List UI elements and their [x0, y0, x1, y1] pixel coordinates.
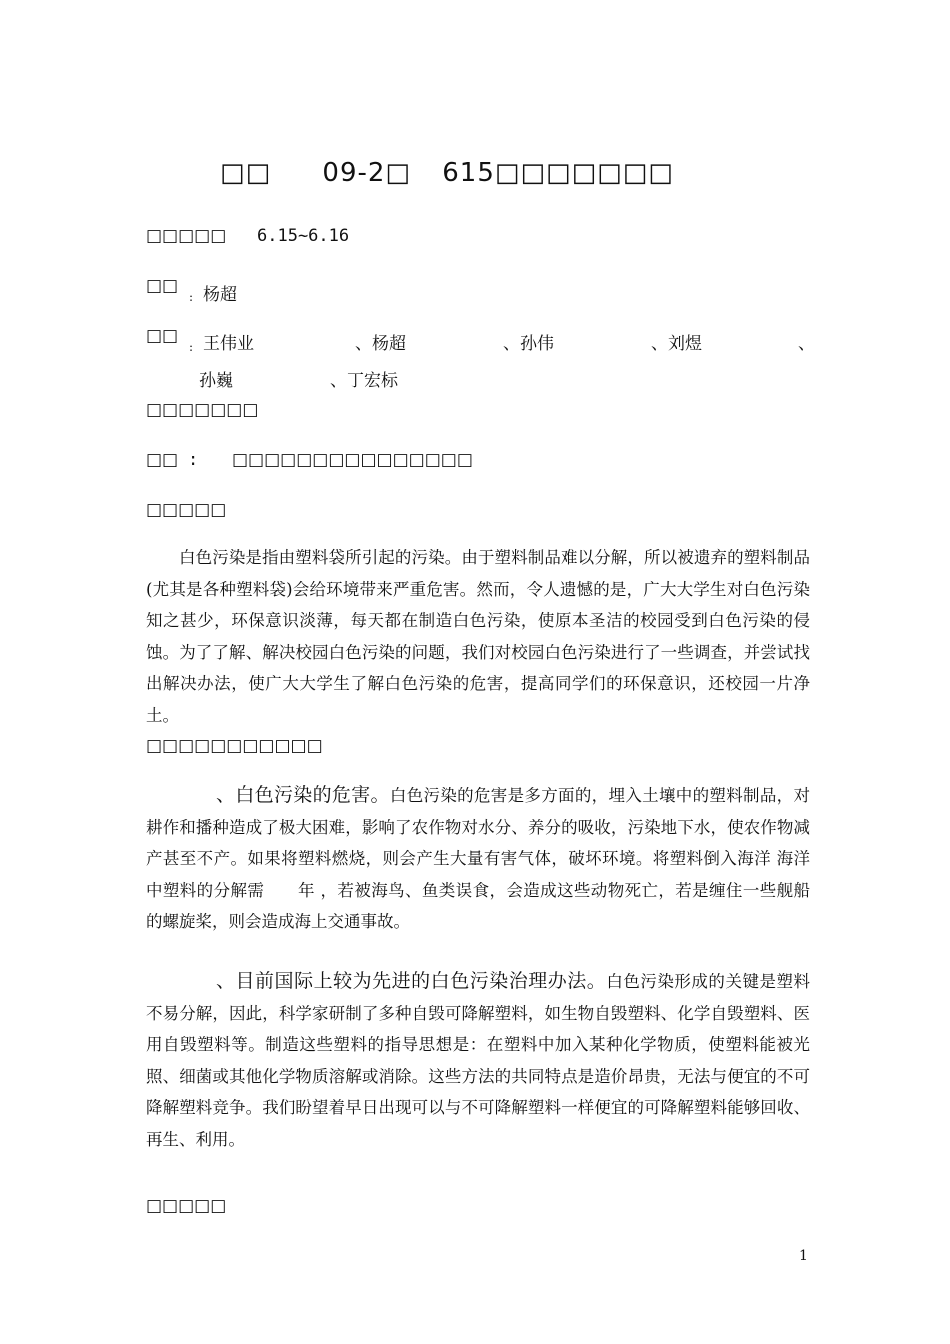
- topic-colon: :: [188, 450, 199, 470]
- title-part-1: □□: [220, 158, 272, 188]
- title-part-2: 09-2□: [322, 158, 411, 188]
- point-1-heading: 、白色污染的危害。: [216, 784, 390, 806]
- point-1-text-block: [146, 780, 810, 938]
- section-header: □□□□□□□: [146, 400, 259, 420]
- point-1-paragraph: [146, 780, 810, 938]
- members-colon: :: [189, 340, 194, 354]
- member-name: 、丁宏标: [330, 371, 398, 391]
- member-name: 、刘煜: [651, 334, 702, 354]
- point-2-text-block: [146, 966, 810, 1155]
- topic-value: □□□□□□□□□□□□□□□: [232, 450, 473, 470]
- member-name: 王伟业: [203, 334, 254, 354]
- point-2-text: 白色污染形成的关键是塑料不易分解，因此，科学家研制了多种自毁可降解塑料，如生物自毁塑料、化学自毁塑料、医用自毁塑料等。制造这些塑料的指导思想是：在塑料中加入某种化学物质，使塑料能被光照、细菌或其他化学物质溶解或消除。这些方法的共同特点是造价昂贵，无法与便宜的不可降解塑料竞争。我们盼望着早日出现可以与不可降解塑料一样便宜的可降解塑料能够回收、再生、利用。: [146, 972, 810, 1149]
- section-header: □□□□□: [146, 1196, 227, 1216]
- leader-name: 杨超: [203, 285, 237, 305]
- member-separator: 、: [798, 334, 815, 354]
- leader-colon: :: [189, 290, 194, 304]
- section-header: □□□□□: [146, 500, 227, 520]
- leader-label: □□: [146, 276, 179, 296]
- member-name: 、杨超: [355, 334, 406, 354]
- point-1-text: 白色污染的危害是多方面的，埋入土壤中的塑料制品，对耕作和播种造成了极大困难，影响了农作物对水分、养分的吸收，污染地下水，使农作物减产甚至不产。如果将塑料燃烧，则会产生大量有害气体，破坏环境。将塑料倒入海洋 海洋中塑料的分解需 年 ，若被海鸟、鱼类误食，会造成这些动物死亡，若是缠住一些舰船的螺旋桨，则会造成海上交通事故。: [146, 786, 811, 931]
- title-part-3: 615□□□□□□□: [442, 158, 674, 188]
- page-number: 1: [799, 1248, 808, 1264]
- point-2-heading: 、目前国际上较为先进的白色污染治理办法。: [216, 970, 607, 992]
- topic-label: □□: [146, 450, 179, 470]
- document-title: [220, 158, 674, 188]
- time-label: □□□□□: [146, 226, 227, 246]
- member-name: 孙巍: [199, 371, 233, 391]
- point-2-paragraph: [146, 966, 810, 1155]
- background-paragraph: [146, 542, 810, 731]
- member-name: 、孙伟: [503, 334, 554, 354]
- time-value: 6.15~6.16: [257, 226, 350, 246]
- background-text: 白色污染是指由塑料袋所引起的污染。由于塑料制品难以分解，所以被遗弃的塑料制品(尤其是各种塑料袋)会给环境带来严重危害。然而，令人遗憾的是，广大大学生对白色污染知之甚少，环保意识淡薄，每天都在制造白色污染，使原本圣洁的校园受到白色污染的侵蚀。为了了解、解决校园白色污染的问题，我们对校园白色污染进行了一些调查，并尝试找出解决办法，使广大大学生了解白色污染的危害，提高同学们的环保意识，还校园一片净土。: [146, 548, 810, 725]
- members-label: □□: [146, 326, 179, 346]
- section-header: □□□□□□□□□□□: [146, 736, 323, 756]
